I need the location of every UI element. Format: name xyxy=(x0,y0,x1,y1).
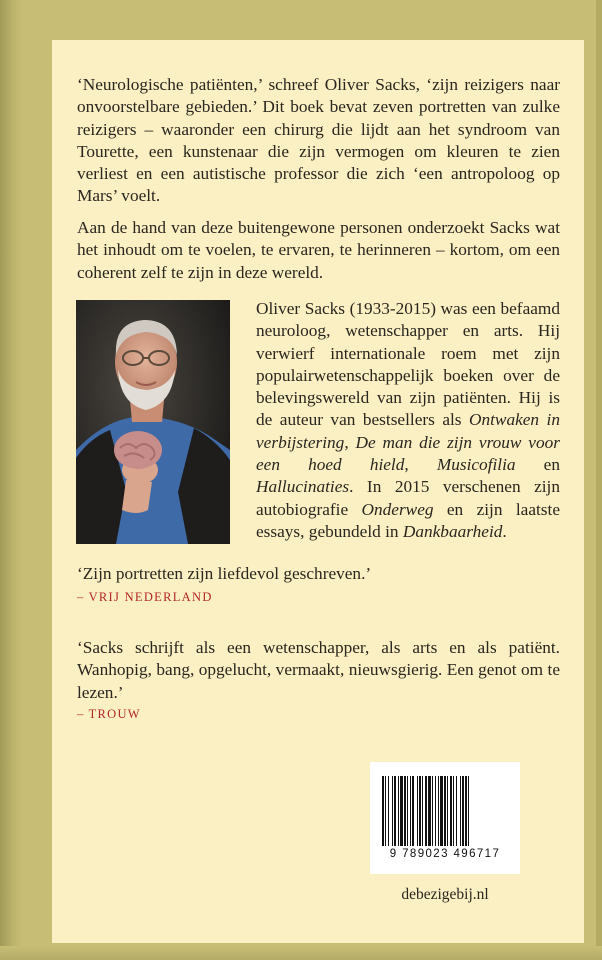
barcode-bar xyxy=(444,776,446,846)
review-source-2 xyxy=(77,707,141,722)
barcode-bar xyxy=(412,776,414,846)
blurb-paragraph-2: Aan de hand van deze buitengewone personen onderzoekt Sacks wat het inhoudt om te voelen, te ervaren, te herinneren – kortom, om een coherent zelf te zijn in deze wereld. xyxy=(77,218,560,282)
barcode-bar xyxy=(410,776,411,846)
book-title-6: Dankbaarheid xyxy=(402,521,503,541)
barcode-bar xyxy=(435,776,436,846)
bio-sep-1: , xyxy=(344,432,356,452)
barcode-bar xyxy=(419,776,421,846)
bio-text-middle-2: en zijn laatste essays, gebundeld in xyxy=(256,499,561,541)
barcode-bar xyxy=(388,776,389,846)
back-cover-panel xyxy=(52,40,584,943)
author-photo xyxy=(76,300,230,544)
barcode-bar xyxy=(400,776,403,846)
barcode-bar xyxy=(468,776,469,846)
source-dash: – xyxy=(77,590,85,604)
barcode-bar xyxy=(428,776,431,846)
author-biography xyxy=(256,298,560,543)
bio-sep-3: en xyxy=(515,455,560,475)
bio-sep-2: , xyxy=(404,455,437,475)
barcode-bar xyxy=(382,776,384,846)
barcode-bar xyxy=(404,776,406,846)
barcode-bar xyxy=(462,776,464,846)
barcode-bar xyxy=(422,776,423,846)
barcode xyxy=(370,762,520,874)
barcode-bar xyxy=(453,776,454,846)
barcode-bar xyxy=(465,776,467,846)
spine-shade xyxy=(0,0,22,960)
barcode-bar xyxy=(450,776,452,846)
review-source-name-2: TROUW xyxy=(88,707,141,721)
barcode-bars xyxy=(382,776,508,846)
barcode-bar xyxy=(398,776,399,846)
bio-text-before: Oliver Sacks (1933-2015) was een befaamd neuroloog, wetenschapper en arts. Hij verwierf internationale roem met zijn populairwetenschappelijk boeken over de belevingswereld van zijn patiënten. Hij is de auteur van bestsellers als xyxy=(256,299,560,430)
barcode-bar xyxy=(385,776,386,846)
source-dash: – xyxy=(77,707,85,721)
book-title-4: Hallucinaties xyxy=(256,477,350,497)
isbn-number: 9 789023 496717 xyxy=(389,848,501,860)
barcode-bar xyxy=(438,776,439,846)
barcode-bar xyxy=(456,776,457,846)
review-source-name-1: VRIJ NEDERLAND xyxy=(88,590,213,604)
publisher-website: debezigebij.nl xyxy=(401,886,489,903)
barcode-bar xyxy=(460,776,461,846)
blurb-paragraph-1: ‘Neurologische patiënten,’ schreef Oliver Sacks, ‘zijn reizigers naar onvoorstelbare gebieden.’ Dit boek bevat zeven portretten van zulke reizigers – waaronder een chirurg die lijdt aan het syndroom van Tourette, een kunstenaar die zijn vermogen om kleuren te zien verliest en een autistische professor die zich ‘een antropoloog op Mars’ voelt. xyxy=(77,75,560,206)
bottom-shade xyxy=(0,946,602,960)
review-quote-2: ‘Sacks schrijft als een wetenschapper, als arts en als patiënt. Wanhopig, bang, opgelucht, vermaakt, nieuwsgierig. Een genot om te lezen.’ xyxy=(77,638,560,702)
barcode-bar xyxy=(447,776,448,846)
book-title-5: Onderweg xyxy=(361,499,434,519)
barcode-bar xyxy=(425,776,427,846)
bio-text-middle: . In 2015 verschenen zijn autobiografie xyxy=(256,477,560,519)
review-quote-1: ‘Zijn portretten zijn liefdevol geschreven.’ xyxy=(77,564,372,583)
barcode-bar xyxy=(417,776,418,846)
barcode-bar xyxy=(407,776,408,846)
barcode-bar xyxy=(440,776,443,846)
book-title-2: De man die zijn vrouw voor een hoed hield xyxy=(256,432,560,475)
bio-text-end: . xyxy=(502,521,507,541)
barcode-bar xyxy=(432,776,433,846)
book-title-1: Ontwaken in verbijstering xyxy=(256,410,560,452)
barcode-bar xyxy=(394,776,396,846)
book-title-3: Musicofilia xyxy=(436,455,516,475)
edge-shade xyxy=(596,0,602,960)
barcode-bar xyxy=(392,776,393,846)
author-portrait-image xyxy=(76,300,230,544)
review-source-1 xyxy=(77,590,213,605)
